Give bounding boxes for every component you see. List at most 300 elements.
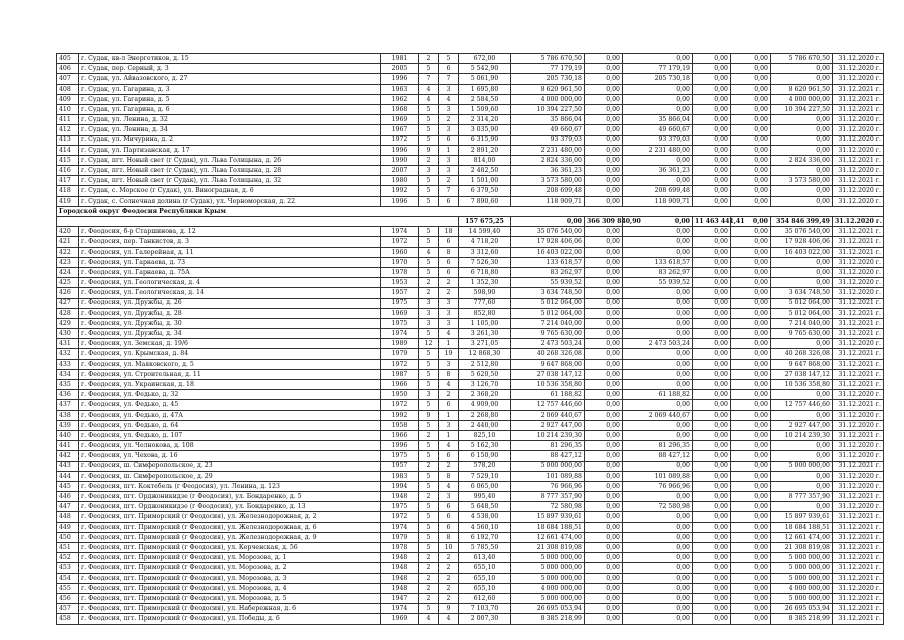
cell-total-cost: 16 403 022,00 — [511, 247, 585, 257]
cell-address: г. Феодосия, ул. Федько, д. 107 — [79, 430, 381, 440]
cell-cost-col2: 0,00 — [585, 237, 623, 247]
cell-floors: 5 — [419, 267, 439, 277]
cell-floors: 2 — [419, 492, 439, 502]
cell-floors: 5 — [419, 186, 439, 196]
cell-entrances: 6 — [439, 451, 459, 461]
cell-completion-date: 31.12.2020 г. — [833, 64, 884, 74]
table-row — [57, 604, 884, 614]
cell-cost-col2: 0,00 — [585, 288, 623, 298]
cell-cost-col6: 5 000 000,00 — [771, 461, 833, 471]
cell-cost-col4: 0,00 — [693, 267, 731, 277]
cell-row-number: 457 — [57, 604, 79, 614]
cell-cost-col4: 0,00 — [693, 481, 731, 491]
cell-cost-col6: 3 634 748,50 — [771, 288, 833, 298]
cell-completion-date: 31.12.2020 г. — [833, 186, 884, 196]
cell-row-number: 408 — [57, 84, 79, 94]
cell-cost-col4: 0,00 — [693, 54, 731, 64]
cell-cost-col5: 0,00 — [731, 257, 771, 267]
cell-address: г. Феодосия, ул. Маяковского, д. 5 — [79, 359, 381, 369]
cell-area: 5 061,90 — [459, 74, 511, 84]
cell-cost-col5: 0,00 — [731, 247, 771, 257]
cell-year-built: 1974 — [381, 604, 419, 614]
cell-completion-date: 31.12.2021 г. — [833, 349, 884, 359]
cell-cost-col2: 0,00 — [585, 247, 623, 257]
cell-year-built: 1947 — [381, 593, 419, 603]
rows-after-section — [57, 227, 884, 624]
cell-row-number: 407 — [57, 74, 79, 84]
cell-cost-col2: 0,00 — [585, 359, 623, 369]
cell-entrances: 2 — [439, 593, 459, 603]
cell-cost-col3: 88 427,12 — [623, 451, 693, 461]
cell-cost-col6: 7 214 040,00 — [771, 318, 833, 328]
cell-completion-date: 31.12.2020 г. — [833, 115, 884, 125]
cell-cost-col6: 0,00 — [771, 125, 833, 135]
cell-area: 2 007,30 — [459, 614, 511, 624]
cell-year-built: 1966 — [381, 430, 419, 440]
cell-total-cost: 3 634 748,50 — [511, 288, 585, 298]
cell-cost-col4: 0,00 — [693, 390, 731, 400]
cell-entrances: 6 — [439, 64, 459, 74]
cell-floors: 2 — [419, 54, 439, 64]
cell-address: г. Феодосия, ул. Галерейная, д. 11 — [79, 247, 381, 257]
cell-year-built: 1972 — [381, 359, 419, 369]
cell-row-number: 414 — [57, 145, 79, 155]
cell-completion-date: 31.12.2021 г. — [833, 400, 884, 410]
cell-total-cost: 72 580,98 — [511, 502, 585, 512]
cell-floors: 4 — [419, 247, 439, 257]
cell-row-number: 425 — [57, 278, 79, 288]
cell-floors: 2 — [419, 573, 439, 583]
cell-completion-date: 31.12.2020 г. — [833, 420, 884, 430]
cell-cost-col6: 0,00 — [771, 186, 833, 196]
cell-address: г. Феодосия, ул. Дружбы, д. 30 — [79, 318, 381, 328]
cell-area: 655,10 — [459, 583, 511, 593]
cell-address: г. Феодосия, пгт. Коктебель (г Феодосия), ул. Ленина, д. 123 — [79, 481, 381, 491]
cell-cost-col2: 0,00 — [585, 196, 623, 206]
cell-cost-col2: 0,00 — [585, 410, 623, 420]
cell-row-number: 405 — [57, 54, 79, 64]
cell-entrances: 6 — [439, 135, 459, 145]
cell-entrances: 2 — [439, 553, 459, 563]
cell-cost-col6: 21 308 819,08 — [771, 543, 833, 553]
cell-cost-col6: 16 403 022,00 — [771, 247, 833, 257]
cell-floors: 12 — [419, 339, 439, 349]
cell-area: 655,10 — [459, 563, 511, 573]
cell-total-cost: 77 179,19 — [511, 64, 585, 74]
cell-cost-col5: 0,00 — [731, 410, 771, 420]
cell-cost-col6: 2 824 336,00 — [771, 155, 833, 165]
cell-cost-col6: 17 928 406,06 — [771, 237, 833, 247]
cell-entrances: 2 — [439, 278, 459, 288]
cell-area: 4 909,00 — [459, 400, 511, 410]
cell-entrances: 8 — [439, 247, 459, 257]
cell-cost-col4: 0,00 — [693, 471, 731, 481]
cell-cost-col4: 0,00 — [693, 410, 731, 420]
cell-cost-col5: 0,00 — [731, 380, 771, 390]
cell-total-cost: 21 308 819,08 — [511, 543, 585, 553]
cell-cost-col6: 4 000 000,00 — [771, 94, 833, 104]
cell-entrances: 2 — [439, 583, 459, 593]
cell-entrances: 3 — [439, 125, 459, 135]
cell-area: 995,40 — [459, 492, 511, 502]
cell-cost-col3: 0,00 — [623, 573, 693, 583]
cell-year-built: 1992 — [381, 186, 419, 196]
cell-total-cost: 5 000 000,00 — [511, 573, 585, 583]
cell-area: 3 271,05 — [459, 339, 511, 349]
cell-completion-date: 31.12.2021 г. — [833, 614, 884, 624]
cell-cost-col3: 118 909,71 — [623, 196, 693, 206]
cell-cost-col2: 0,00 — [585, 115, 623, 125]
cell-cost-col2: 0,00 — [585, 400, 623, 410]
cell-total-cost: 2 927 447,00 — [511, 420, 585, 430]
cell-cost-col6: 0,00 — [771, 390, 833, 400]
cell-entrances: 5 — [439, 54, 459, 64]
cell-cost-col5: 0,00 — [731, 532, 771, 542]
cell-row-number: 426 — [57, 288, 79, 298]
cell-cost-col3: 55 939,52 — [623, 278, 693, 288]
cell-entrances: 8 — [439, 532, 459, 542]
cell-cost-col4: 0,00 — [693, 441, 731, 451]
cell-completion-date: 31.12.2021 г. — [833, 84, 884, 94]
cell-row-number: 415 — [57, 155, 79, 165]
cell-entrances: 3 — [439, 318, 459, 328]
cell-cost-col2: 0,00 — [585, 54, 623, 64]
cell-address: г. Судак, кв-л Энергетиков, д. 15 — [79, 54, 381, 64]
cell-total-cost: 2 231 480,00 — [511, 145, 585, 155]
cell-row-number: 451 — [57, 543, 79, 553]
cell-cost-col3: 205 730,18 — [623, 74, 693, 84]
cell-row-number: 430 — [57, 329, 79, 339]
cell-area: 672,00 — [459, 54, 511, 64]
cell-area: 6 065,00 — [459, 481, 511, 491]
cell-total-cost: 27 038 147,12 — [511, 369, 585, 379]
cell-cost-col5: 0,00 — [731, 145, 771, 155]
cell-cost-col3: 0,00 — [623, 359, 693, 369]
cell-total-cost: 10 394 227,50 — [511, 104, 585, 114]
cell-cost-col2: 0,00 — [585, 512, 623, 522]
cell-floors: 5 — [419, 104, 439, 114]
cell-entrances: 1 — [439, 430, 459, 440]
cell-year-built: 1975 — [381, 298, 419, 308]
cell-area: 612,60 — [459, 593, 511, 603]
cell-entrances: 1 — [439, 410, 459, 420]
cell-address: г. Судак, ул. Айвазовского, д. 27 — [79, 74, 381, 84]
cell-cost-col6: 0,00 — [771, 502, 833, 512]
cell-cost-col3: 2 473 503,24 — [623, 339, 693, 349]
cell-completion-date: 31.12.2021 г. — [833, 604, 884, 614]
table-row — [57, 176, 884, 186]
table-row — [57, 390, 884, 400]
cell-cost-col5: 0,00 — [731, 359, 771, 369]
cell-year-built: 1978 — [381, 267, 419, 277]
cell-cost-col5: 0,00 — [731, 441, 771, 451]
cell-cost-col3: 0,00 — [623, 329, 693, 339]
cell-completion-date: 31.12.2021 г. — [833, 329, 884, 339]
cell-entrances: 6 — [439, 522, 459, 532]
cell-cost-col3: 0,00 — [623, 318, 693, 328]
cell-row-number: 427 — [57, 298, 79, 308]
cell-cost-col6: 3 573 580,00 — [771, 176, 833, 186]
cell-year-built: 1957 — [381, 288, 419, 298]
cell-row-number: 458 — [57, 614, 79, 624]
cell-floors: 5 — [419, 64, 439, 74]
cell-total-cost: 88 427,12 — [511, 451, 585, 461]
cell-row-number: 436 — [57, 390, 79, 400]
cell-row-number: 431 — [57, 339, 79, 349]
cell-year-built: 1966 — [381, 380, 419, 390]
cell-total-cost: 76 966,96 — [511, 481, 585, 491]
cell-floors: 2 — [419, 563, 439, 573]
cell-cost-col5: 0,00 — [731, 614, 771, 624]
cell-cost-col4: 0,00 — [693, 492, 731, 502]
cell-address: г. Феодосия, ул. Федько, д. 45 — [79, 400, 381, 410]
table-row — [57, 614, 884, 624]
cell-cost-col5: 0,00 — [731, 125, 771, 135]
cell-cost-col4: 0,00 — [693, 543, 731, 553]
cell-total-cost: 5 012 064,00 — [511, 308, 585, 318]
cell-completion-date: 31.12.2020 г. — [833, 125, 884, 135]
cell-floors: 5 — [419, 237, 439, 247]
cell-cost-col3: 133 618,57 — [623, 257, 693, 267]
cell-floors: 2 — [419, 430, 439, 440]
cell-entrances: 6 — [439, 400, 459, 410]
cell-cost-col3: 0,00 — [623, 400, 693, 410]
cell-cost-col3: 0,00 — [623, 512, 693, 522]
cell-total-cost: 26 695 053,94 — [511, 604, 585, 614]
cell-cost-col2: 0,00 — [585, 166, 623, 176]
cell-cost-col6: 15 897 939,61 — [771, 512, 833, 522]
table-row — [57, 125, 884, 135]
table-row — [57, 400, 884, 410]
table-row — [57, 155, 884, 165]
cell-cost-col2: 0,00 — [585, 176, 623, 186]
cell-cost-col2: 0,00 — [585, 257, 623, 267]
cell-entrances: 6 — [439, 512, 459, 522]
cell-cost-col5: 0,00 — [731, 196, 771, 206]
cell-cost-col4: 0,00 — [693, 186, 731, 196]
cell-row-number: 455 — [57, 583, 79, 593]
cell-year-built: 1972 — [381, 237, 419, 247]
cell-cost-col3: 0,00 — [623, 430, 693, 440]
cell-cost-col5: 0,00 — [731, 543, 771, 553]
cell-address: г. Феодосия, пгт. Приморский (г Феодосия), ул. Морозова, д. 1 — [79, 553, 381, 563]
cell-year-built: 1948 — [381, 573, 419, 583]
table-row — [57, 522, 884, 532]
cell-row-number: 444 — [57, 471, 79, 481]
cell-address: г. Феодосия, ул. Гарнаева, д. 75А — [79, 267, 381, 277]
cell-cost-col3: 0,00 — [623, 227, 693, 237]
cell-cost-col5: 0,00 — [731, 64, 771, 74]
cell-cost-col5: 0,00 — [731, 339, 771, 349]
cell-address: г. Судак, ул. Гагарина, д. 6 — [79, 104, 381, 114]
cell-area: 825,10 — [459, 430, 511, 440]
cell-address: г. Феодосия, ул. Крымская, д. 84 — [79, 349, 381, 359]
cell-entrances: 7 — [439, 74, 459, 84]
cell-area: 2 440,00 — [459, 420, 511, 430]
cell-row-number: 438 — [57, 410, 79, 420]
cell-floors: 5 — [419, 451, 439, 461]
cell-year-built: 1979 — [381, 349, 419, 359]
cell-area: 2 482,50 — [459, 166, 511, 176]
cell-entrances: 3 — [439, 308, 459, 318]
cell-area: 578,20 — [459, 461, 511, 471]
cell-row-number: 406 — [57, 64, 79, 74]
cell-cost-col5: 0,00 — [731, 227, 771, 237]
cell-cost-col5: 0,00 — [731, 400, 771, 410]
cell-cost-col5: 0,00 — [731, 471, 771, 481]
table-row — [57, 84, 884, 94]
cell-area: 7 529,10 — [459, 471, 511, 481]
cell-cost-col3: 2 069 440,67 — [623, 410, 693, 420]
cell-floors: 5 — [419, 471, 439, 481]
cell-cost-col3: 208 699,48 — [623, 186, 693, 196]
cell-completion-date: 31.12.2020 г. — [833, 166, 884, 176]
cell-cost-col4: 0,00 — [693, 329, 731, 339]
cell-row-number: 439 — [57, 420, 79, 430]
table-row — [57, 543, 884, 553]
cell-row-number: 419 — [57, 196, 79, 206]
cell-address: г. Феодосия, ул. Геологическая, д. 4 — [79, 278, 381, 288]
cell-cost-col6: 5 012 064,00 — [771, 298, 833, 308]
table-row — [57, 532, 884, 542]
cell-entrances: 4 — [439, 94, 459, 104]
cell-cost-col3: 0,00 — [623, 54, 693, 64]
cell-cost-col5: 0,00 — [731, 94, 771, 104]
cell-floors: 2 — [419, 288, 439, 298]
cell-cost-col6: 8 777 357,90 — [771, 492, 833, 502]
cell-cost-col5: 0,00 — [731, 563, 771, 573]
cell-total-cost: 10 214 239,30 — [511, 430, 585, 440]
cell-completion-date: 31.12.2021 г. — [833, 573, 884, 583]
cell-cost-col5: 0,00 — [731, 104, 771, 114]
cell-completion-date: 31.12.2020 г. — [833, 145, 884, 155]
cell-cost-col6: 4 000 000,00 — [771, 583, 833, 593]
cell-completion-date: 31.12.2020 г. — [833, 257, 884, 267]
cell-entrances: 1 — [439, 339, 459, 349]
cell-cost-col6: 0,00 — [771, 145, 833, 155]
cell-cost-col6: 9 647 868,00 — [771, 359, 833, 369]
cell-floors: 5 — [419, 481, 439, 491]
cell-entrances: 4 — [439, 614, 459, 624]
cell-cost-col4: 0,00 — [693, 318, 731, 328]
cell-total-cost: 205 730,18 — [511, 74, 585, 84]
cell-cost-col4: 0,00 — [693, 145, 731, 155]
cell-cost-col3: 101 089,88 — [623, 471, 693, 481]
cell-cost-col4: 0,00 — [693, 512, 731, 522]
table-row — [57, 115, 884, 125]
cell-total-cost: 9 765 630,00 — [511, 329, 585, 339]
cell-cost-col5: 0,00 — [731, 135, 771, 145]
cell-address: г. Феодосия, пгт. Орджоникидзе (г Феодосия), ул. Бондаренко, д. 13 — [79, 502, 381, 512]
cell-address: г. Феодосия, б-р Старшинова, д. 12 — [79, 227, 381, 237]
cell-cost-col3: 0,00 — [623, 593, 693, 603]
cell-address: г. Феодосия, пгт. Приморский (г Феодосия), ул. Победы, д. 6 — [79, 614, 381, 624]
cell-floors: 2 — [419, 583, 439, 593]
cell-cost-col6: 0,00 — [771, 74, 833, 84]
table-row — [57, 359, 884, 369]
cell-cost-col4: 0,00 — [693, 125, 731, 135]
cell-total-cost: 2 473 503,24 — [511, 339, 585, 349]
cell-row-number: 429 — [57, 318, 79, 328]
cell-completion-date: 31.12.2020 г. — [833, 196, 884, 206]
cell-cost-col5: 0,00 — [731, 492, 771, 502]
table-row — [57, 318, 884, 328]
cell-cost-col4: 0,00 — [693, 583, 731, 593]
cell-cost-col2: 0,00 — [585, 583, 623, 593]
cell-year-built: 1975 — [381, 451, 419, 461]
total-col4: 0,00 — [623, 217, 693, 227]
total-date: 31.12.2020 г. — [833, 217, 884, 227]
cell-year-built: 1969 — [381, 614, 419, 624]
cell-entrances: 19 — [439, 349, 459, 359]
cell-cost-col4: 0,00 — [693, 84, 731, 94]
cell-cost-col3: 0,00 — [623, 349, 693, 359]
cell-total-cost: 8 777 357,90 — [511, 492, 585, 502]
cell-total-cost: 3 573 580,00 — [511, 176, 585, 186]
table-row — [57, 573, 884, 583]
cell-cost-col5: 0,00 — [731, 318, 771, 328]
cell-floors: 5 — [419, 380, 439, 390]
cell-row-number: 428 — [57, 308, 79, 318]
cell-cost-col5: 0,00 — [731, 420, 771, 430]
cell-total-cost: 81 296,35 — [511, 441, 585, 451]
cell-cost-col5: 0,00 — [731, 298, 771, 308]
cell-row-number: 433 — [57, 359, 79, 369]
cell-cost-col5: 0,00 — [731, 593, 771, 603]
cell-cost-col2: 0,00 — [585, 74, 623, 84]
cell-floors: 9 — [419, 410, 439, 420]
cell-entrances: 3 — [439, 298, 459, 308]
cell-cost-col3: 49 660,67 — [623, 125, 693, 135]
cell-row-number: 416 — [57, 166, 79, 176]
cell-entrances: 10 — [439, 543, 459, 553]
cell-completion-date: 31.12.2021 г. — [833, 532, 884, 542]
cell-floors: 5 — [419, 329, 439, 339]
cell-year-built: 1975 — [381, 502, 419, 512]
cell-row-number: 424 — [57, 267, 79, 277]
table-row — [57, 553, 884, 563]
table-row — [57, 278, 884, 288]
total-col5: 11 463 441,41 — [693, 217, 731, 227]
cell-cost-col3: 0,00 — [623, 532, 693, 542]
cell-cost-col5: 0,00 — [731, 74, 771, 84]
table-row — [57, 461, 884, 471]
cell-cost-col5: 0,00 — [731, 502, 771, 512]
cell-cost-col5: 0,00 — [731, 390, 771, 400]
cell-completion-date: 31.12.2021 г. — [833, 176, 884, 186]
cell-area: 2 512,80 — [459, 359, 511, 369]
cell-cost-col5: 0,00 — [731, 369, 771, 379]
cell-row-number: 445 — [57, 481, 79, 491]
table-row — [57, 563, 884, 573]
cell-area: 7 103,70 — [459, 604, 511, 614]
total-col2: 0,00 — [511, 217, 585, 227]
cell-area: 1 352,30 — [459, 278, 511, 288]
cell-completion-date: 31.12.2021 г. — [833, 369, 884, 379]
cell-year-built: 1972 — [381, 512, 419, 522]
cell-floors: 5 — [419, 359, 439, 369]
cell-cost-col4: 0,00 — [693, 604, 731, 614]
cell-floors: 5 — [419, 227, 439, 237]
table-row — [57, 492, 884, 502]
cell-address: г. Судак, ул. Гагарина, д. 5 — [79, 94, 381, 104]
cell-area: 12 868,30 — [459, 349, 511, 359]
cell-cost-col5: 0,00 — [731, 522, 771, 532]
cell-cost-col6: 35 076 540,00 — [771, 227, 833, 237]
cell-area: 598,90 — [459, 288, 511, 298]
cell-cost-col4: 0,00 — [693, 74, 731, 84]
cell-entrances: 2 — [439, 461, 459, 471]
